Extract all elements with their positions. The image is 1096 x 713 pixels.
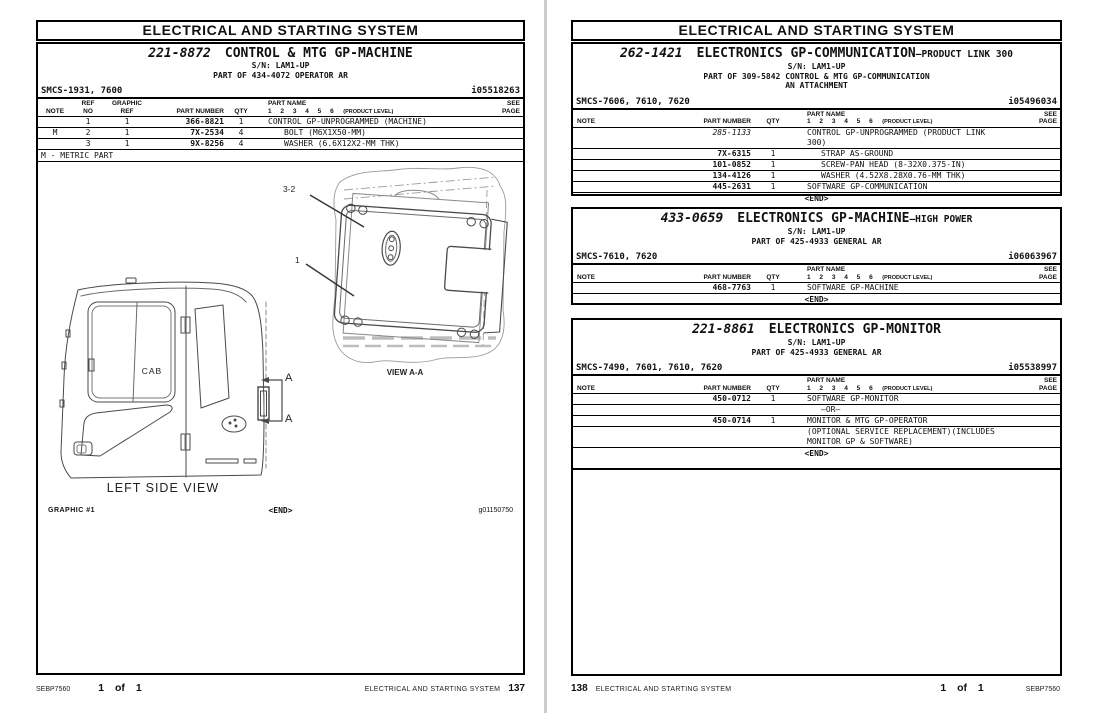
header-part-name: PART NAME 1 2 3 4 5 6 (PRODUCT LEVEL): [807, 110, 933, 125]
cell-part-number: 9X-8256: [190, 139, 224, 148]
section-box-433-0659: [571, 207, 1062, 305]
part-of-line: PART OF 425-4933 GENERAL AR: [751, 236, 882, 246]
table-row: [573, 128, 1060, 149]
cell-part-number: 450-0714: [712, 416, 751, 425]
header-part-number: PART NUMBER: [703, 273, 751, 281]
page-of-indicator: 1 of 1: [940, 682, 984, 694]
section-part-number: 262-1421: [619, 46, 683, 61]
section-title: ELECTRONICS GP-MACHINE: [737, 211, 910, 226]
page-number: 138: [571, 683, 588, 694]
end-marker: <END>: [268, 506, 293, 515]
table-row: 134-4126 1 WASHER (4.52X8.28X0.76-MM THK): [573, 171, 1060, 182]
smcs-code: SMCS-1931, 7600: [41, 86, 123, 96]
cell-part-name: STRAP AS-GROUND: [821, 148, 894, 158]
header-note: NOTE: [45, 107, 65, 115]
header-see-page: SEE PAGE: [502, 100, 520, 115]
section-letter-a-top: A: [285, 372, 293, 384]
cell-or-separator: –OR–: [821, 405, 841, 414]
header-graphic-ref: GRAPHIC REF: [112, 100, 142, 115]
cell-part-number: 101-0852: [712, 159, 751, 169]
table-header-row: [38, 97, 523, 117]
cab-label: CAB: [141, 366, 163, 376]
section-part-number: 433-0659: [660, 211, 724, 226]
doc-id: i05538997: [1008, 363, 1057, 373]
header-qty: QTY: [766, 273, 780, 281]
cell-part-number: 285-1133: [712, 127, 751, 137]
system-banner: ELECTRICAL AND STARTING SYSTEM: [36, 20, 525, 41]
cell-part-name: WASHER (4.52X8.28X0.76-MM THK): [821, 170, 966, 180]
doc-id: i05496034: [1008, 96, 1057, 107]
view-a-a-caption: VIEW A-A: [386, 368, 424, 377]
table-row: 3 1 9X-8256 4 WASHER (6.6X12X2-MM THK): [38, 139, 523, 150]
part-of-line: PART OF 434-4072 OPERATOR AR: [213, 70, 348, 80]
cell-part-name: CONTROL GP-UNPROGRAMMED (PRODUCT LINK 300): [807, 127, 986, 147]
cell-part-number: 450-0712: [712, 394, 751, 403]
cell-part-number: 7X-2534: [190, 128, 224, 137]
header-qty: QTY: [234, 107, 248, 115]
end-marker: <END>: [804, 193, 829, 203]
section-heading: [573, 46, 1060, 62]
end-marker: <END>: [804, 295, 829, 304]
page-number: 137: [508, 683, 525, 694]
section-title-suffix: —HIGH POWER: [909, 214, 973, 225]
serial-line: S/N: LAM1-UP: [787, 227, 846, 236]
cell-part-number: 134-4126: [712, 170, 751, 180]
media-number: SEBP7560: [36, 686, 71, 693]
header-ref-no: REF NO: [81, 100, 95, 115]
section-heading: [38, 46, 523, 61]
left-side-view-caption: LEFT SIDE VIEW: [106, 481, 220, 495]
metric-part-footnote: M - METRIC PART: [38, 150, 523, 162]
part-of-line: PART OF 425-4933 GENERAL AR: [751, 347, 882, 357]
section-heading: [573, 211, 1060, 227]
header-qty: QTY: [766, 384, 780, 392]
table-row-or-separator: [573, 405, 1060, 416]
smcs-row: [573, 363, 1060, 374]
section-part-number: 221-8872: [148, 46, 211, 61]
header-part-number: PART NUMBER: [176, 107, 224, 115]
section-title: ELECTRONICS GP-COMMUNICATION: [696, 46, 916, 61]
table-row: 7X-6315 1 STRAP AS-GROUND: [573, 149, 1060, 160]
header-note: NOTE: [577, 118, 596, 125]
graphic-1-drawing: [38, 162, 523, 505]
doc-id: i05518263: [471, 86, 520, 96]
smcs-code: SMCS-7610, 7620: [576, 252, 658, 262]
page-138: [571, 20, 1062, 694]
section-letter-a-bottom: A: [285, 413, 293, 425]
header-part-name: PART NAME 1 2 3 4 5 6 (PRODUCT LEVEL): [807, 377, 933, 392]
table-row: 468-7763 1 SOFTWARE GP-MACHINE: [573, 283, 1060, 294]
section-heading: [573, 322, 1060, 338]
attachment-line: AN ATTACHMENT: [785, 81, 848, 90]
cell-part-name: SCREW-PAN HEAD (8-32X0.375-IN): [821, 159, 966, 169]
cell-part-number: 366-8821: [185, 117, 224, 126]
cell-part-number: 468-7763: [712, 283, 751, 292]
section-box-221-8872: [36, 42, 525, 675]
cell-part-name: SOFTWARE GP-MACHINE: [807, 283, 899, 292]
header-qty: QTY: [766, 118, 780, 125]
page-seam-divider: [544, 0, 547, 713]
header-part-number: PART NUMBER: [703, 384, 751, 392]
section-title: CONTROL & MTG GP-MACHINE: [224, 46, 413, 61]
smcs-row: [573, 252, 1060, 263]
header-note: NOTE: [577, 273, 596, 281]
section-title: ELECTRONICS GP-MONITOR: [768, 322, 941, 337]
cell-part-name: MONITOR & MTG GP-OPERATOR: [807, 416, 928, 425]
serial-line: S/N: LAM1-UP: [787, 338, 846, 347]
header-part-number: PART NUMBER: [703, 118, 751, 125]
system-banner: ELECTRICAL AND STARTING SYSTEM: [571, 20, 1062, 41]
graphic-number-label: GRAPHIC #1: [48, 507, 96, 514]
page-of-indicator: 1 of 1: [98, 682, 142, 694]
table-header-row: [573, 374, 1060, 394]
end-marker: <END>: [804, 449, 829, 458]
page-footer-138: [571, 682, 1062, 694]
table-row: 450-0712 1 SOFTWARE GP-MONITOR: [573, 394, 1060, 405]
doc-id: i06063967: [1008, 252, 1057, 262]
table-row-continuation: [573, 427, 1060, 448]
part-of-line: PART OF 309-5842 CONTROL & MTG GP-COMMUNICATION: [703, 71, 930, 81]
header-part-name: PART NAME 1 2 3 4 5 6 (PRODUCT LEVEL): [807, 266, 933, 281]
table-row: 101-0852 1 SCREW-PAN HEAD (8-32X0.375-IN): [573, 160, 1060, 171]
header-see-page: SEE PAGE: [1039, 110, 1057, 125]
cell-part-name: SOFTWARE GP-COMMUNICATION: [807, 181, 928, 191]
callout-3-2: 3-2: [283, 184, 296, 194]
parts-table: [38, 97, 523, 162]
page-footer-137: [36, 682, 525, 694]
section-part-number: 221-8861: [692, 322, 755, 337]
table-row: M 2 1 7X-2534 4 BOLT (M6X1X50-MM): [38, 128, 523, 139]
table-row: 450-0714 1 MONITOR & MTG GP-OPERATOR: [573, 416, 1060, 427]
section-box-221-8861: [571, 318, 1062, 470]
header-see-page: SEE PAGE: [1039, 266, 1057, 281]
graphic-caption-row: [38, 505, 523, 516]
empty-remainder-box: [571, 470, 1062, 676]
section-title-suffix: —PRODUCT LINK 300: [915, 49, 1013, 60]
cell-part-name: WASHER (6.6X12X2-MM THK): [284, 139, 400, 148]
section-box-262-1421: [571, 42, 1062, 203]
header-part-name: PART NAME 1 2 3 4 5 6 (PRODUCT LEVEL): [268, 100, 394, 115]
smcs-row: [573, 97, 1060, 108]
media-number: SEBP7560: [1025, 686, 1060, 693]
serial-line: S/N: LAM1-UP: [251, 61, 310, 70]
table-row: 445-2631 1 SOFTWARE GP-COMMUNICATION: [573, 182, 1060, 193]
cell-part-number: 445-2631: [712, 181, 751, 191]
footer-system-title: ELECTRICAL AND STARTING SYSTEM: [364, 686, 501, 693]
page-137: [36, 20, 525, 694]
smcs-code: SMCS-7490, 7601, 7610, 7620: [576, 363, 723, 373]
smcs-code: SMCS-7606, 7610, 7620: [576, 96, 690, 107]
table-header-row: [573, 108, 1060, 128]
table-row: 1 1 366-8821 1 CONTROL GP-UNPROGRAMMED (MACHINE): [38, 117, 523, 128]
cell-part-name: BOLT (M6X1X50-MM): [284, 128, 366, 137]
cell-part-number: 7X-6315: [717, 148, 751, 158]
cell-part-name: SOFTWARE GP-MONITOR: [807, 394, 899, 403]
cell-part-name-note: (OPTIONAL SERVICE REPLACEMENT)(INCLUDES MONITOR GP & SOFTWARE): [807, 427, 995, 446]
smcs-row: [38, 86, 523, 97]
footer-system-title: ELECTRICAL AND STARTING SYSTEM: [595, 686, 732, 693]
callout-1: 1: [295, 255, 300, 265]
header-note: NOTE: [577, 384, 596, 392]
cell-part-name: CONTROL GP-UNPROGRAMMED (MACHINE): [268, 117, 427, 126]
header-see-page: SEE PAGE: [1039, 377, 1057, 392]
serial-line: S/N: LAM1-UP: [787, 62, 846, 71]
cab-line-art: [38, 162, 523, 505]
graphic-id: g01150750: [478, 507, 513, 514]
table-header-row: [573, 263, 1060, 283]
